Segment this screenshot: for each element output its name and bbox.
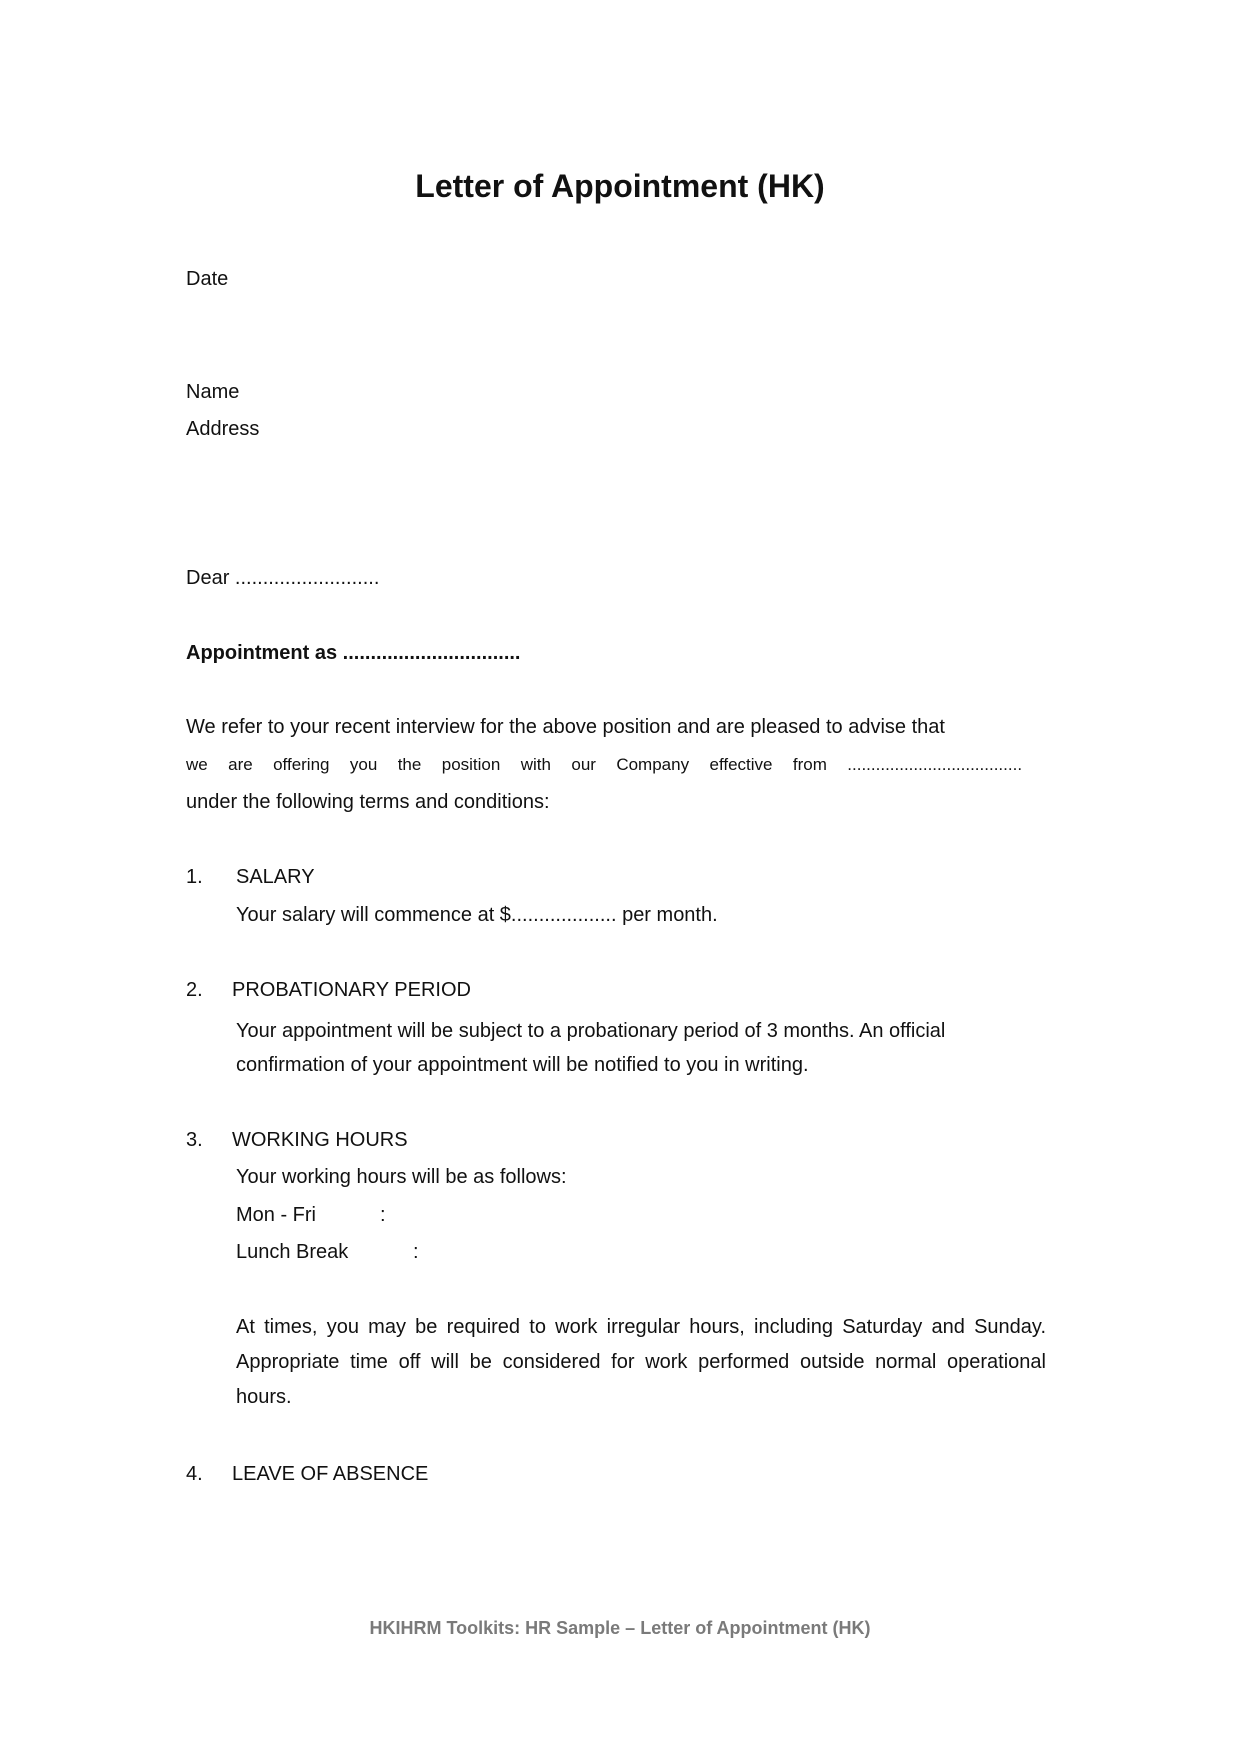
- schedule-sep-weekdays: :: [380, 1204, 386, 1226]
- schedule-label-weekdays: Mon - Fri: [236, 1204, 316, 1226]
- intro-line-1: We refer to your recent interview for the above position and are pleased to advise that: [186, 716, 945, 738]
- schedule-label-lunch: Lunch Break: [236, 1241, 349, 1263]
- name-label: Name: [186, 381, 240, 403]
- section-4-heading: LEAVE OF ABSENCE: [232, 1463, 429, 1485]
- section-2-body-line-2: confirmation of your appointment will be notified to you in writing.: [236, 1054, 809, 1076]
- salutation: Dear ..........................: [186, 567, 380, 589]
- section-3-body: Your working hours will be as follows:: [236, 1166, 567, 1188]
- section-2-number: 2.: [186, 979, 203, 1001]
- subject-line: Appointment as ................................: [186, 642, 521, 664]
- section-1-heading: SALARY: [236, 866, 315, 888]
- section-2-body-line-1: Your appointment will be subject to a probationary period of 3 months. An official: [236, 1020, 946, 1042]
- section-3-number: 3.: [186, 1129, 203, 1151]
- intro-line-3: under the following terms and conditions:: [186, 791, 550, 813]
- section-3-note: At times, you may be required to work irregular hours, including Saturday and Sunday. Appropriate time off will be considered for work performed outside normal operational hours.: [236, 1316, 1046, 1408]
- section-3-heading: WORKING HOURS: [232, 1129, 408, 1151]
- intro-line-2: we are offering you the position with our Company effective from .....................................: [186, 755, 1023, 774]
- date-label: Date: [186, 268, 229, 290]
- page-footer: HKIHRM Toolkits: HR Sample – Letter of Appointment (HK): [369, 1618, 871, 1638]
- section-1-number: 1.: [186, 866, 203, 888]
- address-label: Address: [186, 418, 260, 440]
- section-4-number: 4.: [186, 1463, 203, 1485]
- section-2-heading: PROBATIONARY PERIOD: [232, 979, 471, 1001]
- schedule-sep-lunch: :: [413, 1241, 419, 1263]
- section-1-body: Your salary will commence at $................... per month.: [236, 904, 718, 926]
- document-title: Letter of Appointment (HK): [415, 168, 825, 204]
